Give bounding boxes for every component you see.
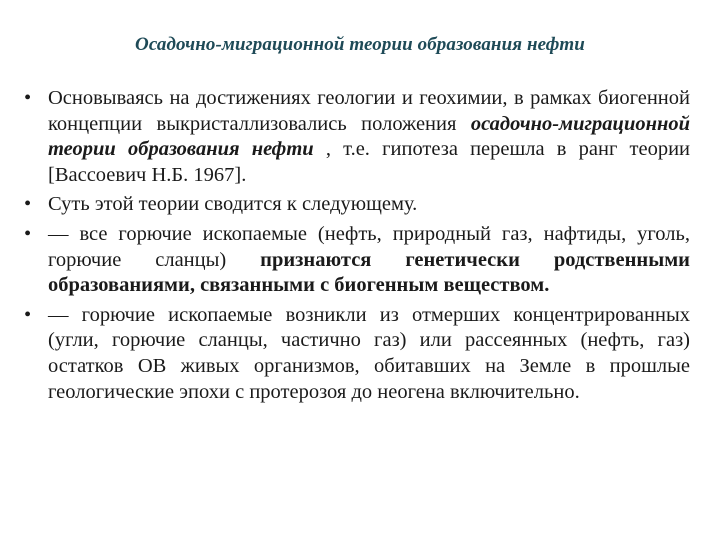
bullet-item <box>24 86 690 188</box>
bullet-icon: • <box>24 303 32 326</box>
bullet-item <box>24 192 690 218</box>
bullet-emphasis: признаются генетически родственными образованиями, связанными с биогенным веществом. <box>48 248 690 297</box>
bullet-icon: • <box>24 87 32 109</box>
bullet-icon: • <box>24 222 32 245</box>
bullet-text-tail: , т.е. гипотеза перешла в ранг теории [Вассоевич Н.Б. 1967]. <box>48 138 691 186</box>
bullet-text: Суть этой теории сводится к следующему. <box>48 193 418 216</box>
bullet-text: Основываясь на достижениях геологии и геохимии, в рамках биогенной концепции выкристаллизовались положения <box>48 87 690 135</box>
bullet-text: — все горючие ископаемые (нефть, природный газ, нафтиды, уголь, горючие сланцы) <box>48 222 690 271</box>
bullet-emphasis: осадочно-миграционной теории образования нефти <box>48 112 691 161</box>
bullet-item <box>24 222 690 299</box>
bullet-item <box>24 303 690 405</box>
bullet-icon: • <box>24 193 32 216</box>
bullet-text: — горючие ископаемые возникли из отмерших концентрированных (угли, горючие сланцы, частично газ) или рассеянных (нефть, газ) остатков ОВ живых организмов, обитавших на Земле в прошлые геологические эпохи с протерозоя до неогена включительно. <box>48 303 690 403</box>
bullet-list <box>24 86 690 409</box>
slide-title: Осадочно-миграционной теории образования нефти <box>135 34 585 55</box>
